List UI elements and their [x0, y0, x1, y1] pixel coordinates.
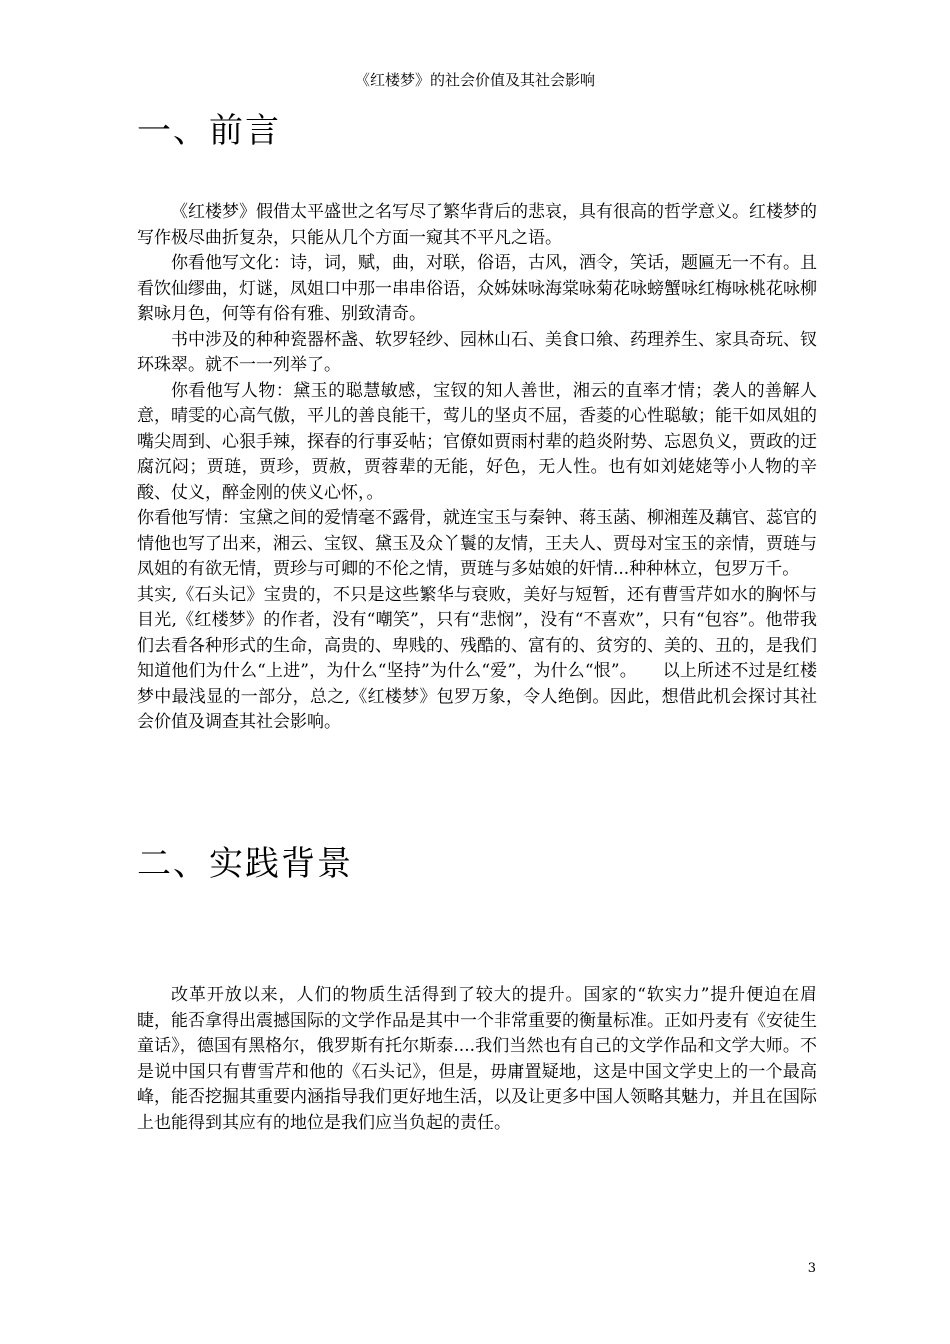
section-body-background: [137, 983, 817, 1136]
paragraph: 你看他写文化：诗，词，赋，曲，对联，俗语，古风，酒令，笑话，题匾无一不有。且看饮仙缪曲，灯谜，凤姐口中那一串串俗语，众姊妹咏海棠咏菊花咏螃蟹咏红梅咏桃花咏柳絮咏月色，何等有俗有雅、别致清奇。: [137, 253, 817, 324]
section-body-preface: [137, 200, 817, 736]
section-heading-background: 二、实践背景: [137, 844, 353, 884]
paragraph: 你看他写人物：黛玉的聪慧敏感，宝钗的知人善世，湘云的直率才情；袭人的善解人意，晴雯的心高气傲，平儿的善良能干，莺儿的坚贞不屈，香菱的心性聪敏；能干如凤姐的嘴尖周到、心狠手辣，探春的行事妥帖；官僚如贾雨村辈的趋炎附势、忘恩负义，贾政的迂腐沉闷；贾琏，贾珍，贾赦，贾蓉辈的无能，好色，无人性。也有如刘姥姥等小人物的辛酸、仗义，醉金刚的侠义心怀，。: [137, 380, 817, 503]
page-number: 3: [807, 1261, 816, 1276]
paragraph: 改革开放以来，人们的物质生活得到了较大的提升。国家的“软实力”提升便迫在眉睫，能否拿得出震撼国际的文学作品是其中一个非常重要的衡量标准。正如丹麦有《安徒生童话》，德国有黑格尔，俄罗斯有托尔斯泰....我们当然也有自己的文学作品和文学大师。不是说中国只有曹雪芹和他的《石头记》，但是，毋庸置疑地，这是中国文学史上的一个最高峰，能否挖掘其重要内涵指导我们更好地生活，以及让更多中国人领略其魅力，并且在国际上也能得到其应有的地位是我们应当负起的责任。: [137, 985, 817, 1133]
page-header: 《红楼梦》的社会价值及其社会影响: [354, 71, 595, 89]
paragraph: 《红楼梦》假借太平盛世之名写尽了繁华背后的悲哀，具有很高的哲学意义。红楼梦的写作极尽曲折复杂，只能从几个方面一窥其不平凡之语。: [137, 202, 817, 248]
paragraph: 书中涉及的种种瓷器杯盏、软罗轻纱、园林山石、美食口飨、药理养生、家具奇玩、钗环珠翠。就不一一列举了。: [137, 329, 817, 375]
paragraph: 其实,《石头记》宝贵的，不只是这些繁华与衰败，美好与短暂，还有曹雪芹如水的胸怀与目光,《红楼梦》的作者，没有“嘲笑”，只有“悲悯”，没有“不喜欢”，只有“包容”。他带我们去看各种形式的生命，高贵的、卑贱的、残酷的、富有的、贫穷的、美的、丑的，是我们知道他们为什么“上进”，为什么“坚持”为什么“爱”，为什么“恨”。 以上所述不过是红楼梦中最浅显的一部分，总之,《红楼梦》包罗万象，令人绝倒。因此，想借此机会探讨其社会价值及调查其社会影响。: [137, 584, 817, 732]
paragraph: 你看他写情：宝黛之间的爱情毫不露骨，就连宝玉与秦钟、蒋玉菡、柳湘莲及藕官、蕊官的情他也写了出来，湘云、宝钗、黛玉及众丫鬟的友情，王夫人、贾母对宝玉的亲情，贾琏与凤姐的有欲无情，贾珍与可卿的不伦之情，贾琏与多姑娘的奸情...种种林立，包罗万千。: [137, 508, 817, 579]
section-heading-preface: 一、前言: [137, 111, 281, 151]
